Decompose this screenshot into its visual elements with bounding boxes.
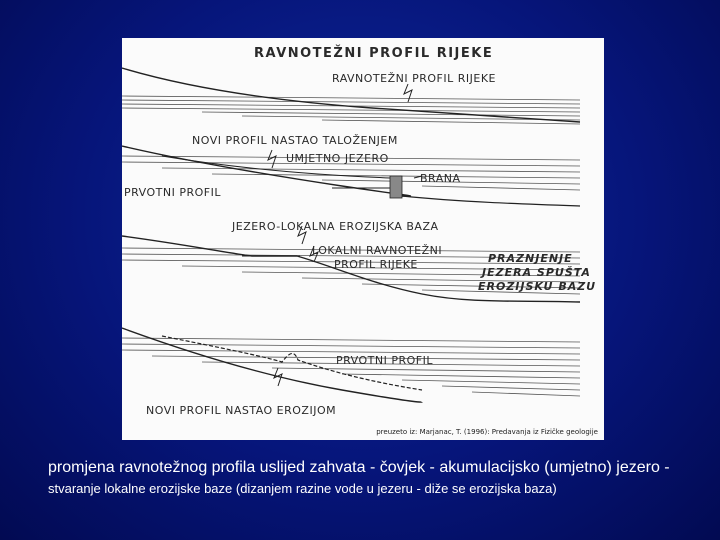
diagram-figure — [122, 38, 604, 440]
dam — [390, 176, 402, 198]
label-local-profile-1: LOKALNI RAVNOTEŽNI — [312, 244, 443, 257]
source-credit: preuzeto iz: Marjanac, T. (1996): Predavanja iz Fizičke geologije — [376, 428, 598, 436]
label-drain-3: EROZIJSKU BAZU — [478, 280, 597, 293]
panel-2-downstream — [402, 196, 580, 206]
figure-title: RAVNOTEŽNI PROFIL RIJEKE — [254, 46, 494, 61]
label-local-profile-2: PROFIL RIJEKE — [334, 258, 418, 271]
caption-main: promjena ravnotežnog profila uslijed zahvata - čovjek - akumulacijsko (umjetno) jezero - — [48, 459, 670, 476]
slide-caption — [48, 457, 688, 499]
panel-4-strata — [122, 338, 580, 396]
label-new-profile-erosion: NOVI PROFIL NASTAO EROZIJOM — [146, 404, 337, 417]
panel-1-strata — [122, 96, 580, 124]
label-original-profile-2: PRVOTNI PROFIL — [336, 354, 433, 367]
profile-diagram — [122, 38, 604, 440]
label-equilibrium-profile: RAVNOTEŽNI PROFIL RIJEKE — [332, 72, 496, 85]
label-lake-local-base: JEZERO-LOKALNA EROZIJSKA BAZA — [232, 220, 439, 233]
caption-detail: stvaranje lokalne erozijske baze (dizanjem razine vode u jezeru - diže se erozijska baza) — [48, 481, 557, 496]
label-drain-1: PRAZNJENJE — [488, 252, 573, 265]
label-original-profile-1: PRVOTNI PROFIL — [124, 186, 221, 199]
label-drain-2: JEZERA SPUŠTA — [482, 266, 591, 279]
label-dam: BRANA — [420, 172, 461, 185]
label-artificial-lake: UMJETNO JEZERO — [286, 152, 389, 165]
label-new-profile-deposition: NOVI PROFIL NASTAO TALOŽENJEM — [192, 134, 398, 147]
